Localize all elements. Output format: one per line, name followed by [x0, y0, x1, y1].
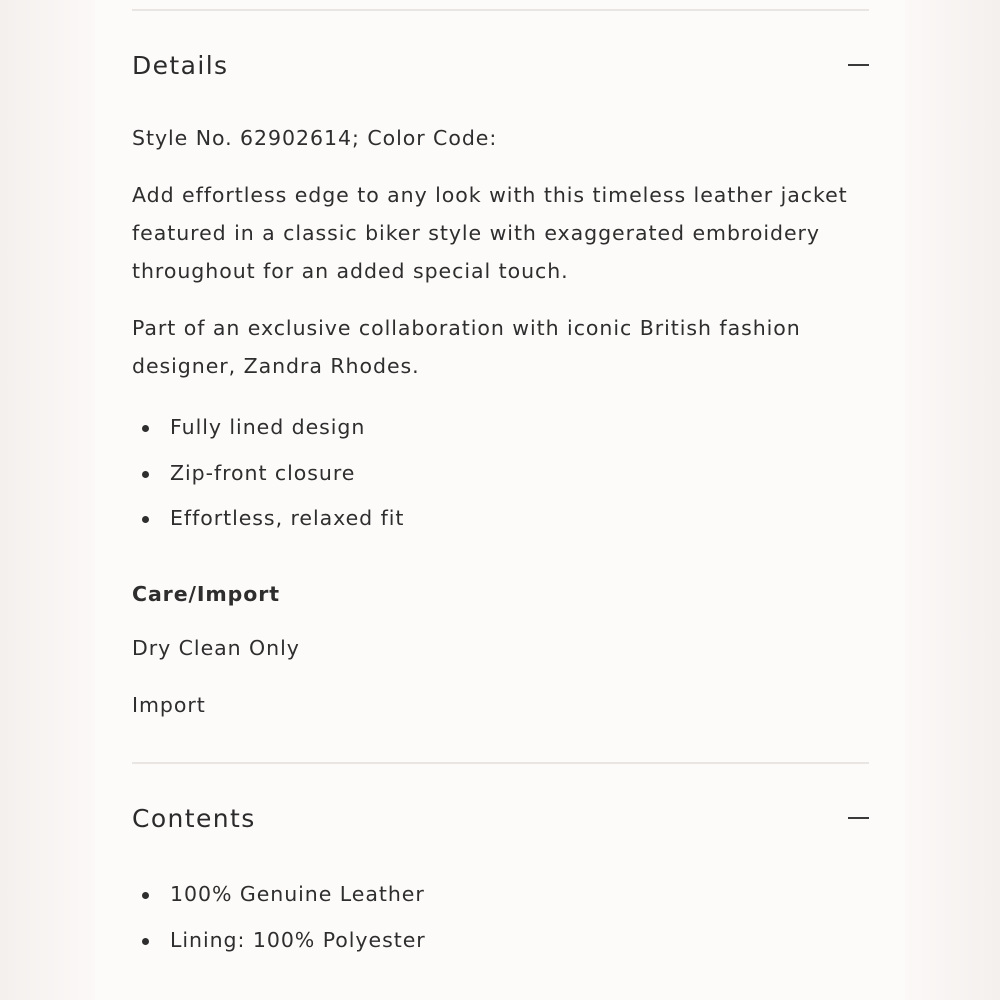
style-number: Style No. 62902614; Color Code:	[132, 126, 498, 150]
contents-text: Lining: 100% Polyester	[170, 927, 426, 952]
contents-title: Contents	[132, 803, 256, 833]
list-item	[132, 451, 869, 497]
list-item	[132, 872, 869, 918]
details-title: Details	[132, 50, 229, 80]
list-item	[132, 496, 869, 542]
feature-text: Effortless, relaxed fit	[170, 506, 405, 530]
contents-accordion-header[interactable]	[132, 798, 869, 838]
collapse-minus-icon[interactable]	[848, 64, 869, 66]
collapse-minus-icon[interactable]	[848, 817, 869, 819]
bullet-icon	[142, 516, 149, 523]
bullet-icon	[142, 471, 149, 478]
description-paragraph-2: Part of an exclusive collaboration with iconic British fashion designer, Zandra Rhodes.	[132, 316, 801, 378]
contents-text: 100% Genuine Leather	[170, 882, 425, 906]
care-instruction: Dry Clean Only	[132, 636, 300, 660]
top-divider	[132, 9, 869, 11]
details-accordion-header[interactable]	[132, 45, 869, 85]
feature-list	[132, 405, 869, 542]
feature-text: Zip-front closure	[170, 460, 356, 485]
list-item	[132, 405, 869, 451]
bullet-icon	[142, 892, 149, 899]
bullet-icon	[142, 938, 149, 945]
list-item	[132, 918, 869, 964]
bullet-icon	[142, 425, 149, 432]
care-import-heading: Care/Import	[132, 582, 280, 606]
contents-list	[132, 872, 869, 963]
section-divider	[132, 762, 869, 764]
import-note: Import	[132, 693, 206, 717]
description-paragraph-1: Add effortless edge to any look with this timeless leather jacket featured in a classic biker style with exaggerated embroidery throughout for an added special touch.	[132, 183, 848, 283]
feature-text: Fully lined design	[170, 415, 366, 439]
